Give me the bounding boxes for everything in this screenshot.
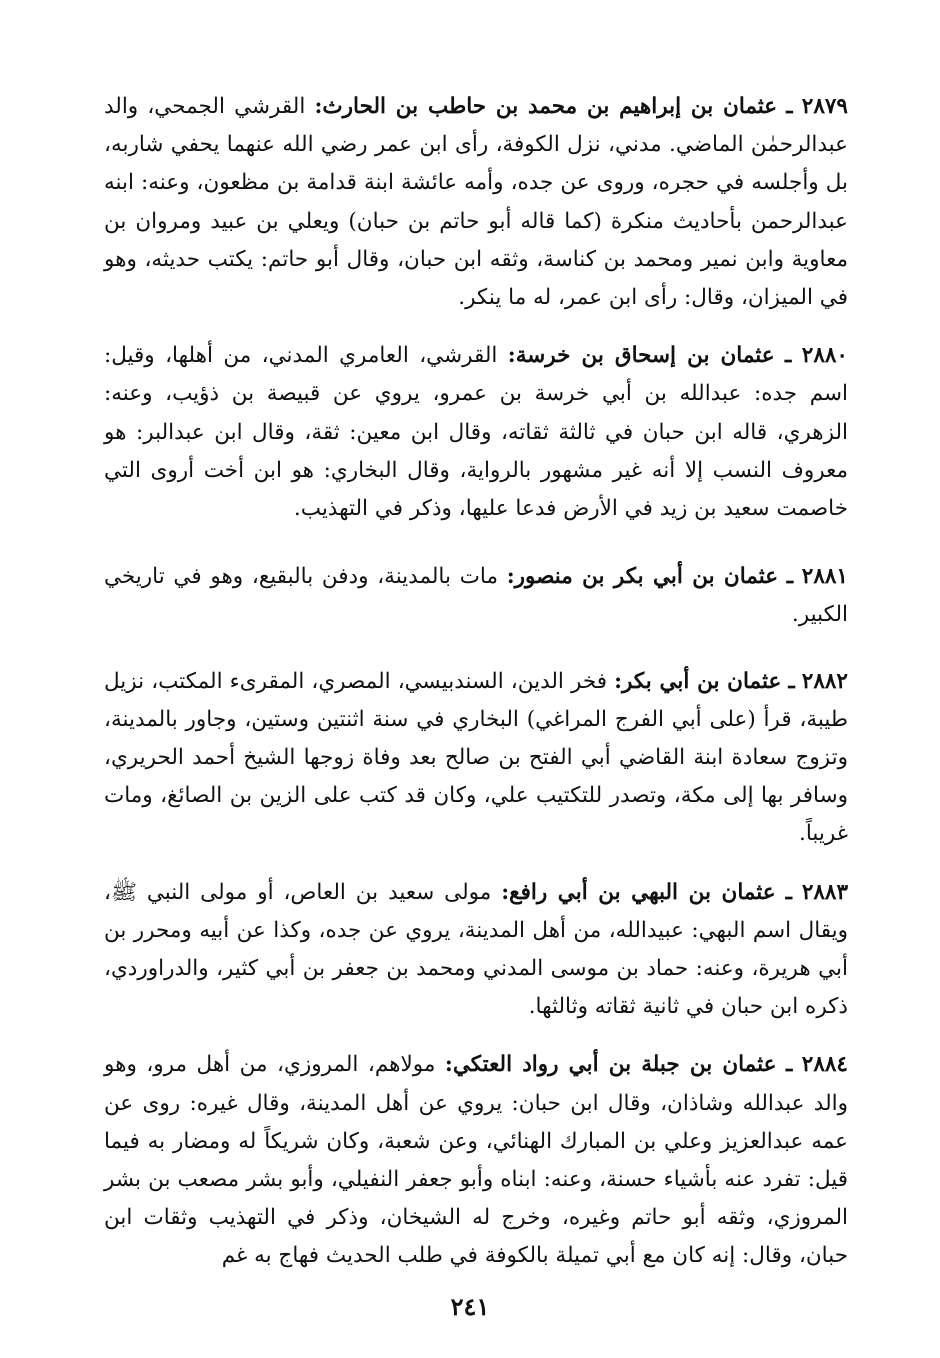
biography-entry	[104, 874, 848, 1027]
entry-number: ٢٨٨١	[801, 564, 848, 590]
entry-dash: ـ	[785, 1052, 793, 1078]
entry-dash: ـ	[785, 879, 792, 905]
entry-number: ٢٨٨٠	[801, 343, 848, 369]
entry-text: مولاهم، المروزي، من أهل مرو، وهو والد عبدالله وشاذان، وقال ابن حبان: يروي عن أهل المدينة، وقال غيره: روى عن عمه عبدالعزيز وعلي بن المبارك الهنائي، وعن شعبة، وكان شريكاً له ومضار به فيما قيل: تفرد عنه بأشياء حسنة، وعنه: ابناه وأبو جعفر النفيلي، وأبو بشر مصعب بن بشر المروزي، وثقه أبو حاتم وغيره، وخرج له الشيخان، وذكر في التهذيب وثقات ابن حبان، وقال: إنه كان مع أبي تميلة بالكوفة في طلب الحديث فهاج به غم	[104, 1052, 848, 1269]
entry-dash: ـ	[786, 564, 794, 590]
entry-dash: ـ	[788, 668, 795, 694]
biography-entry	[104, 337, 848, 528]
entry-number: ٢٨٧٩	[801, 94, 848, 119]
entry-text: القرشي، العامري المدني، من أهلها، وقيل: اسم جده: عبدالله بن أبي خرسة بن عمرو، يروي عن قبيصة بن ذؤيب، وعنه: الزهري، قاله ابن حبان في ثالثة ثقاته، وقال ابن معين: ثقة، وقال ابن عبدالبر: هو معروف النسب إلا أنه غير مشهور بالرواية، وقال البخاري: هو ابن أخت أروى التي خاصمت سعيد بن زيد في الأرض فدعا عليها، وذكر في التهذيب.	[104, 343, 848, 522]
entry-name: عثمان بن أبي بكر:	[614, 668, 782, 694]
entry-name: عثمان بن جبلة بن أبي رواد العتكي:	[444, 1052, 777, 1078]
entry-dash: ـ	[785, 343, 792, 369]
page-number: ٢٤١	[450, 1292, 490, 1321]
entry-name: عثمان بن أبي بكر بن منصور:	[506, 564, 779, 590]
entry-text: القرشي الجمحي، والد عبدالرحمٰن الماضي. مدني، نزل الكوفة، رأى ابن عمر رضي الله عنهما يحفي شاربه، بل وأجلسه في حجره، وروى عن جده، وأمه عائشة ابنة قدامة بن مظعون، وعنه: ابنه عبدالرحمن بأحاديث منكرة (كما قاله أبو حاتم بن حبان) ويعلي بن عبيد ومروان بن معاوية وابن نمير ومحمد بن كناسة، وثقه ابن حبان، وقال أبو حاتم: يكتب حديثه، وهو في الميزان، وقال: رأى ابن عمر، له ما ينكر.	[104, 94, 848, 311]
biography-entry	[104, 663, 848, 854]
biography-entry	[104, 558, 848, 634]
entry-number: ٢٨٨٢	[801, 668, 848, 694]
biography-entry	[104, 88, 848, 317]
entry-text: مات بالمدينة، ودفن بالبقيع، وهو في تاريخي الكبير.	[104, 564, 848, 628]
entry-name: عثمان بن إبراهيم بن محمد بن حاطب بن الحارث:	[314, 94, 778, 119]
entry-text: مولى سعيد بن العاص، أو مولى النبي ﷺ، ويقال اسم البهي: عبيدالله، من أهل المدينة، يروي عن جده، وكذا عن أبيه ومحرر بن أبي هريرة، وعنه: حماد بن موسى المدني ومحمد بن جعفر بن أبي كثير، والدراوردي، ذكره ابن حبان في ثانية ثقاته وثالثها.	[104, 879, 848, 1020]
entry-dash: ـ	[786, 94, 793, 119]
entry-number: ٢٨٨٤	[801, 1052, 848, 1078]
entry-number: ٢٨٨٣	[801, 879, 849, 905]
entry-name: عثمان بن البهي بن أبي رافع:	[501, 879, 776, 905]
biography-entry	[104, 1046, 848, 1275]
entry-name: عثمان بن إسحاق بن خرسة:	[507, 343, 775, 369]
entry-text: فخر الدين، السندبيسي، المصري، المقرىء المكتب، نزيل طيبة، قرأ (على أبي الفرج المراغي) البخاري في سنة اثنتين وستين، وجاور بالمدينة، وتزوج سعادة ابنة القاضي أبي الفتح بن صالح بعد وفاة زوجها الشيخ أحمد الحريري، وسافر بها إلى مكة، وتصدر للتكتيب علي، وكان قد كتب على الزين بن الصائغ، ومات غريباً.	[104, 668, 848, 847]
